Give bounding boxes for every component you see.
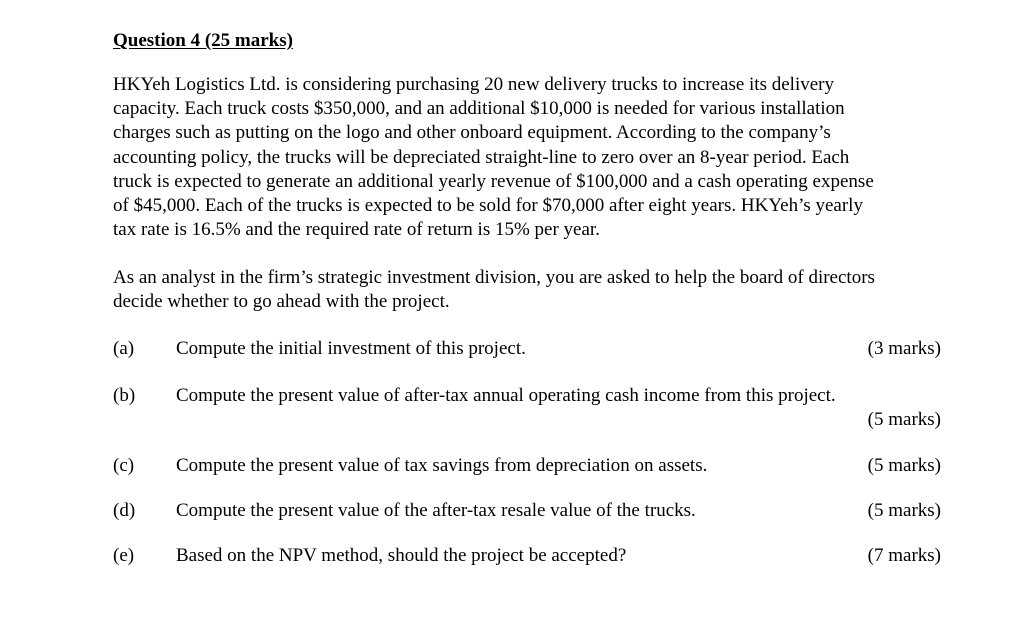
paragraph-line: of $45,000. Each of the trucks is expected to be sold for $70,000 after eight years. HKYeh’s yearly [113,195,863,217]
instruction-paragraph [113,266,943,314]
question-label: (b) [113,385,136,406]
question-text: Compute the present value of the after-tax resale value of the trucks. [176,500,696,521]
question-item-e [113,544,943,568]
question-text: Compute the present value of after-tax annual operating cash income from this project. [176,385,836,406]
question-marks: (5 marks) [867,455,941,476]
paragraph-line: charges such as putting on the logo and other onboard equipment. According to the company’s [113,122,831,144]
question-marks: (5 marks) [867,500,941,521]
question-title: Question 4 (25 marks) [113,30,293,51]
question-text: Compute the initial investment of this project. [176,338,526,359]
question-label: (a) [113,338,135,359]
question-item-b [113,384,943,430]
question-label: (d) [113,500,136,521]
question-marks: (5 marks) [867,409,941,430]
scenario-paragraph [113,73,943,242]
question-text: Compute the present value of tax savings from depreciation on assets. [176,455,708,476]
paragraph-line: As an analyst in the firm’s strategic investment division, you are asked to help the board of directors [113,267,875,288]
question-item-a [113,337,943,361]
paragraph-line: decide whether to go ahead with the project. [113,291,450,313]
paragraph-line: truck is expected to generate an additional yearly revenue of $100,000 and a cash operating expense [113,170,874,192]
question-marks: (3 marks) [867,338,941,359]
question-label: (e) [113,545,135,566]
question-label: (c) [113,455,135,476]
question-item-c [113,454,943,478]
paragraph-line: accounting policy, the trucks will be depreciated straight-line to zero over an 8-year period. Each [113,146,850,168]
question-marks: (7 marks) [867,545,941,566]
paragraph-line: capacity. Each truck costs $350,000, and an additional $10,000 is needed for various installation [113,98,845,120]
question-text: Based on the NPV method, should the project be accepted? [176,545,627,566]
paragraph-line: tax rate is 16.5% and the required rate of return is 15% per year. [113,219,600,241]
question-item-d [113,499,943,523]
paragraph-line: HKYeh Logistics Ltd. is considering purchasing 20 new delivery trucks to increase its delivery [113,74,834,95]
